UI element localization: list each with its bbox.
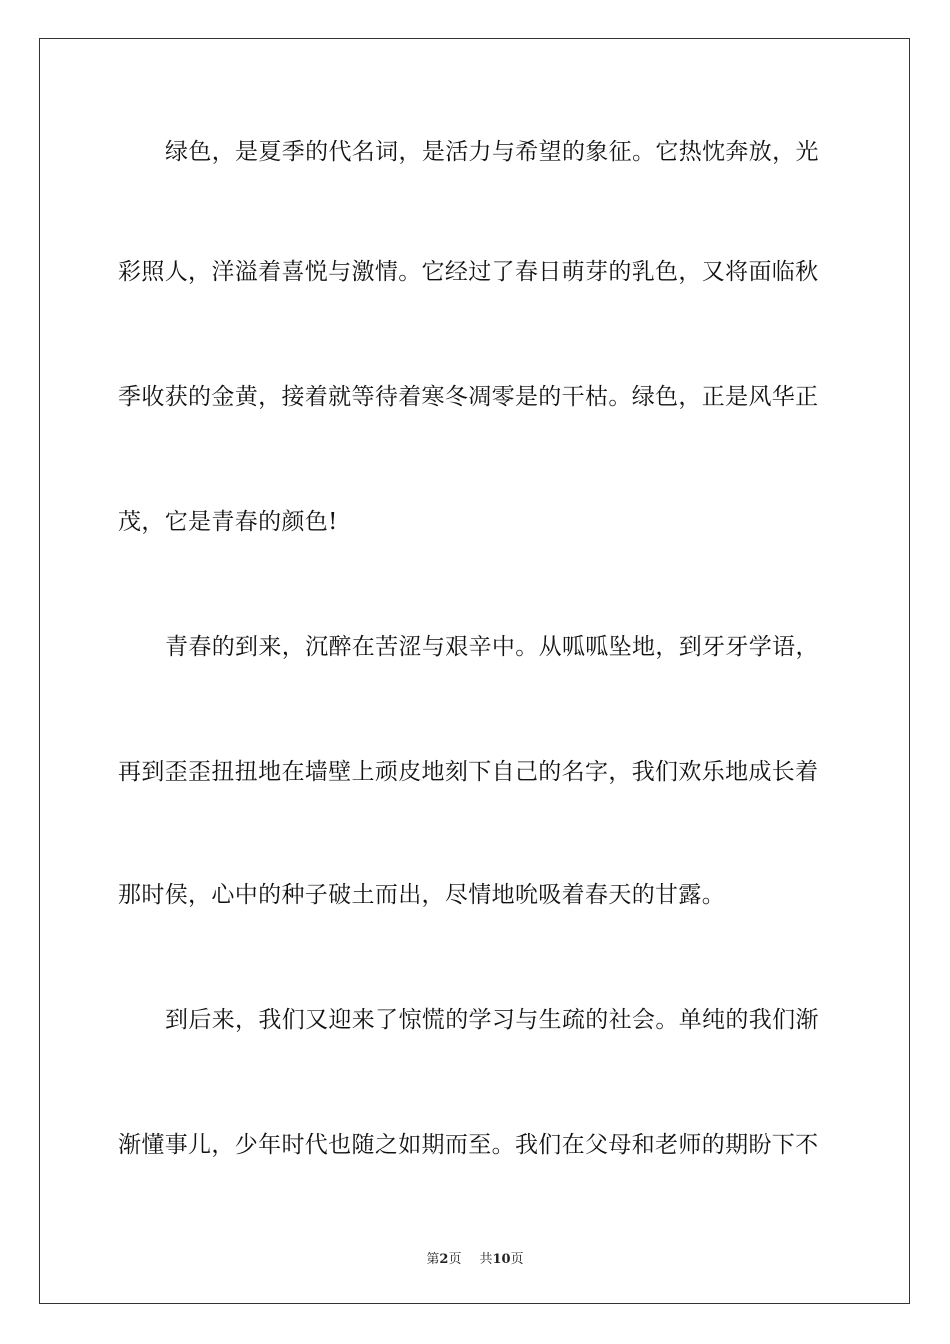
paragraph-3-line-2: 渐懂事儿，少年时代也随之如期而至。我们在父母和老师的期盼下不: [118, 1132, 819, 1158]
paragraph-3-line-1: 到后来，我们又迎来了惊慌的学习与生疏的社会。单纯的我们渐: [165, 1007, 819, 1033]
footer-page-prefix: 第: [426, 1252, 440, 1267]
paragraph-1-line-4: 茂，它是青春的颜色!: [118, 509, 338, 535]
paragraph-2-line-2: 再到歪歪扭扭地在墙壁上顽皮地刻下自己的名字，我们欢乐地成长着: [118, 759, 819, 785]
footer-total-suffix: 页: [510, 1252, 524, 1267]
page-border: [39, 38, 910, 1304]
paragraph-1-line-2: 彩照人，洋溢着喜悦与激情。它经过了春日萌芽的乳色，又将面临秋: [118, 259, 819, 285]
paragraph-1-line-3: 季收获的金黄，接着就等待着寒冬凋零是的干枯。绿色，正是风华正: [118, 384, 819, 410]
footer-page-number: 2: [439, 1252, 449, 1267]
paragraph-1-line-1: 绿色，是夏季的代名词，是活力与希望的象征。它热忱奔放，光: [165, 139, 819, 165]
page-footer: [0, 1248, 950, 1267]
footer-page-suffix: 页: [448, 1252, 462, 1267]
footer-total-number: 10: [492, 1252, 511, 1267]
paragraph-2-line-1: 青春的到来，沉醉在苦涩与艰辛中。从呱呱坠地，到牙牙学语，: [165, 634, 819, 660]
footer-total-prefix: 共: [479, 1252, 493, 1267]
paragraph-2-line-3: 那时侯，心中的种子破土而出，尽情地吮吸着春天的甘露。: [118, 882, 726, 908]
